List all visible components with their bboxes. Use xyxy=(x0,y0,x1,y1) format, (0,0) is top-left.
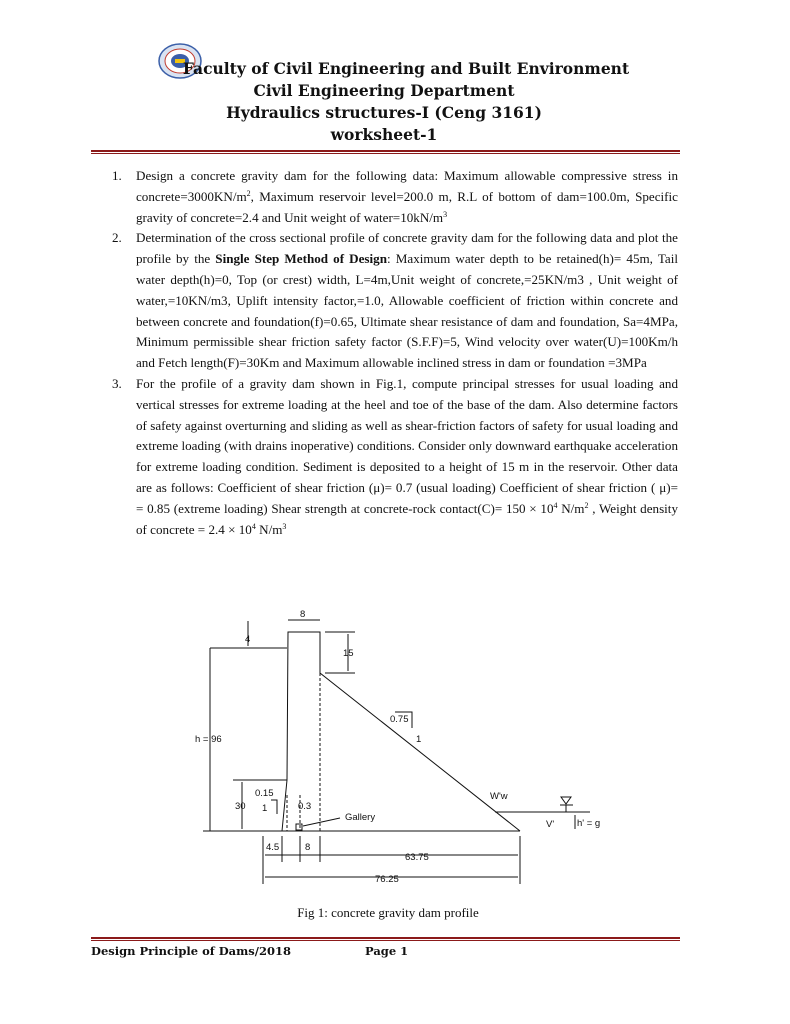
label-gallery: Gallery xyxy=(345,812,376,823)
label-tail-water: W'w xyxy=(490,791,508,802)
dam-outline xyxy=(282,632,520,831)
footer-course-label: Design Principle of Dams/2018 xyxy=(91,944,291,958)
question-list xyxy=(112,166,678,540)
label-drain-offset: 0.3 xyxy=(298,801,312,812)
label-freeboard: 4 xyxy=(245,634,251,645)
figure-caption: Fig 1: concrete gravity dam profile xyxy=(297,905,479,920)
label-dim-total: 76.25 xyxy=(375,874,399,885)
course-title: Hydraulics structures-I (Ceng 3161) xyxy=(226,103,542,122)
question-2 xyxy=(112,228,678,374)
question-text: For the profile of a gravity dam shown in Fig.1, compute principal stresses for usual loading and vertical stresses for extreme loading at the heel and toe of the base of the dam. Also determine factors of safety against overturning and sliding as well as shear-friction factors of safety for usual loading and extreme loading (with drains inoperative) conditions. Consider only downward earthquake acceleration for extreme loading condition. Sediment is deposited to a height of 15 m in the reservoir. Other data are as follows: Coefficient of shear friction (μ)= 0.7 (usual loading) Coefficient of shear friction ( μ)= = 0.85 (extreme loading) Shear strength at concrete-rock contact(C)= $150 \times 10^4$ $N/m^2$ , Weight density of concrete = $2.4 \times 10^4$ $N/m^3$ xyxy=(136,375,678,537)
label-top-vertical: 15 xyxy=(343,648,354,659)
label-tail-v: V' xyxy=(546,819,555,830)
footer-rule xyxy=(91,937,680,939)
question-number: 3. xyxy=(112,375,122,391)
label-tail-h: h' = g xyxy=(577,818,601,829)
label-dim-toe: 63.75 xyxy=(405,852,429,863)
label-crest-width: 8 xyxy=(300,609,306,620)
department-title: Civil Engineering Department xyxy=(253,81,515,100)
worksheet-title: worksheet-1 xyxy=(330,125,438,144)
question-number: 1. xyxy=(112,168,122,183)
label-slope-h: 0.75 xyxy=(390,714,409,725)
label-heel-height: 30 xyxy=(235,801,246,812)
label-heel-slope-h: 0.15 xyxy=(255,788,274,799)
faculty-title: Faculty of Civil Engineering and Built Environment xyxy=(182,59,630,78)
label-dim-heel: 4.5 xyxy=(266,842,280,853)
label-dim-crest: 8 xyxy=(305,842,311,853)
header-rule xyxy=(91,150,680,152)
label-height: h = 96 xyxy=(195,734,222,745)
label-heel-slope-v: 1 xyxy=(262,803,268,814)
label-slope-v: 1 xyxy=(416,734,422,745)
dam-profile-figure xyxy=(185,609,601,890)
question-number: 2. xyxy=(112,230,122,246)
page-number: Page 1 xyxy=(365,944,409,958)
question-3 xyxy=(112,374,678,540)
question-text: Determination of the cross sectional profile of concrete gravity dam for the following data and plot the profile by the Single Step Method of Design: Maximum water depth to be retained(h)= 45m, Tail water depth(h)=0, Top (or crest) width, L=4m,Unit weight of concrete,=25KN/m3 , Unit weight of water,=10KN/m3, Uplift intensity factor,=1.0, Allowable coefficient of friction within concrete and between concrete and foundation(f)=0.65, Ultimate shear resistance of dam and foundation, Sa=4MPa, Minimum permissible shear friction safety factor (S.F.F)=5, Wind velocity over water(U)=100Km/h and Fetch length(F)=30Km and Maximum allowable inclined stress in dam or foundation =3MPa xyxy=(136,230,678,371)
question-1 xyxy=(112,166,678,228)
question-text: Design a concrete gravity dam for the following data: Maximum allowable compressive stress in $concrete=3000KN/m^2$, Maximum reservoir level=200.0 m, R.L of bottom of dam=100.0m, Specific gravity of concrete=2.4 and Unit weight of $water=10kN/m^3$ xyxy=(136,168,678,225)
